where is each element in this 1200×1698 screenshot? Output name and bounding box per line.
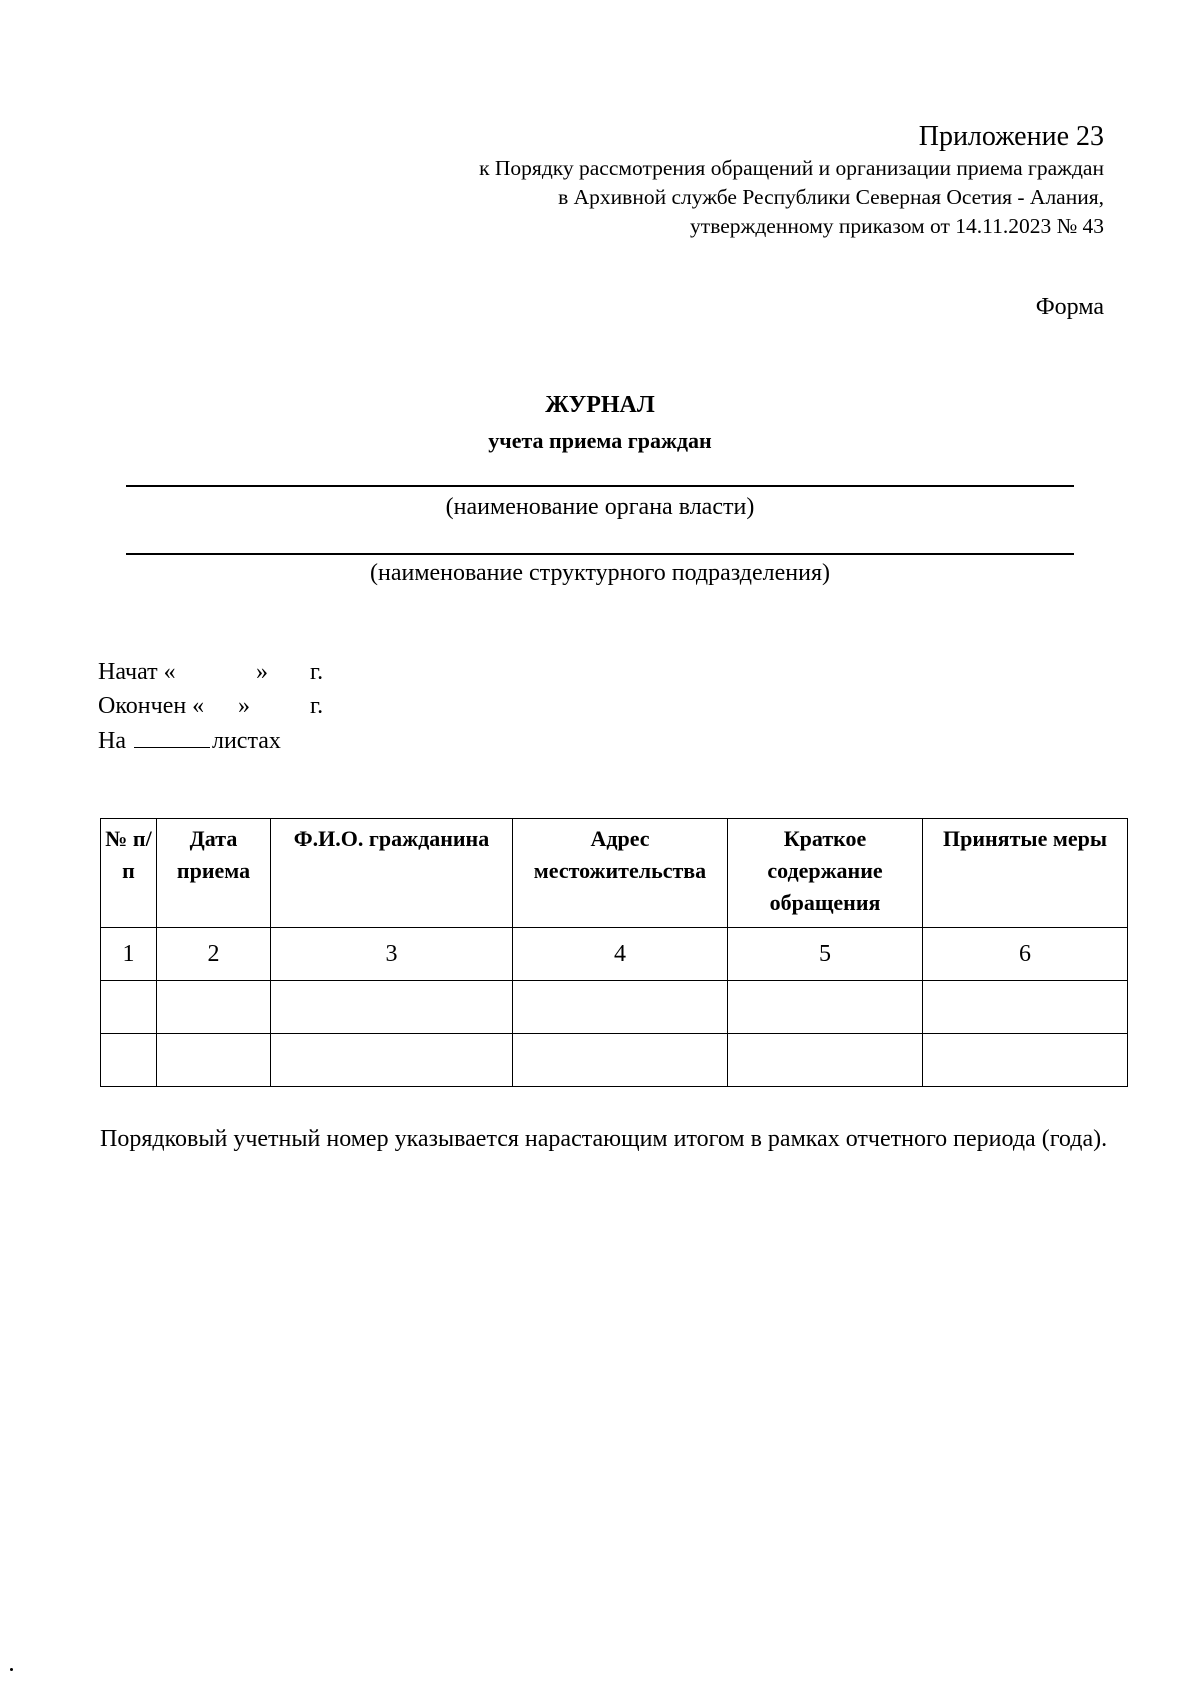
sheets-suffix: листах xyxy=(211,728,281,754)
division-name-line[interactable] xyxy=(126,553,1074,555)
empty-cell[interactable] xyxy=(513,1034,728,1087)
header-number: № п/п xyxy=(101,819,157,928)
ended-close-quote: » xyxy=(238,693,250,719)
column-number: 5 xyxy=(728,928,923,981)
column-number: 4 xyxy=(513,928,728,981)
sheets-prefix: На xyxy=(98,728,126,754)
started-close-quote: » xyxy=(256,659,268,685)
journal-subtitle: учета приема граждан xyxy=(488,428,712,453)
empty-cell[interactable] xyxy=(157,981,271,1034)
footnote: Порядковый учетный номер указывается нарастающим итогом в рамках отчетного периода (года). xyxy=(100,1126,1108,1152)
scan-speck xyxy=(10,1668,13,1671)
column-number: 6 xyxy=(923,928,1128,981)
column-number: 1 xyxy=(101,928,157,981)
empty-cell[interactable] xyxy=(923,1034,1128,1087)
empty-cell[interactable] xyxy=(101,1034,157,1087)
header-summary: Краткое содержание обращения xyxy=(728,819,923,928)
appendix-line-3: утвержденному приказом от 14.11.2023 № 43 xyxy=(690,214,1104,238)
authority-caption: (наименование органа власти) xyxy=(445,494,755,520)
authority-name-line[interactable] xyxy=(126,485,1074,487)
table-row xyxy=(101,981,1128,1034)
ended-year-suffix: г. xyxy=(310,693,324,719)
empty-cell[interactable] xyxy=(728,981,923,1034)
empty-cell[interactable] xyxy=(157,1034,271,1087)
appendix-line-2: в Архивной службе Республики Северная Осетия - Алания, xyxy=(558,185,1104,209)
appendix-line-1: к Порядку рассмотрения обращений и организации приема граждан xyxy=(479,156,1104,180)
empty-cell[interactable] xyxy=(101,981,157,1034)
header-date: Дата приема xyxy=(157,819,271,928)
sheets-count-blank[interactable] xyxy=(134,723,210,748)
empty-cell[interactable] xyxy=(923,981,1128,1034)
division-caption: (наименование структурного подразделения) xyxy=(369,560,831,586)
empty-cell[interactable] xyxy=(513,981,728,1034)
column-number-row xyxy=(101,928,1128,981)
appendix-block xyxy=(479,120,1104,241)
empty-cell[interactable] xyxy=(271,1034,513,1087)
form-label: Форма xyxy=(1035,294,1104,320)
table-row xyxy=(101,1034,1128,1087)
header-full-name: Ф.И.О. гражданина xyxy=(271,819,513,928)
appendix-title: Приложение 23 xyxy=(918,121,1104,152)
started-year-suffix: г. xyxy=(310,659,324,685)
ended-label: Окончен « xyxy=(98,693,205,719)
journal-title: ЖУРНАЛ xyxy=(545,392,655,418)
column-number: 2 xyxy=(157,928,271,981)
started-label: Начат « xyxy=(98,659,176,685)
column-number: 3 xyxy=(271,928,513,981)
header-address: Адрес местожительства xyxy=(513,819,728,928)
header-measures: Принятые меры xyxy=(923,819,1128,928)
empty-cell[interactable] xyxy=(728,1034,923,1087)
header-row xyxy=(101,819,1128,928)
journal-table xyxy=(100,818,1128,1087)
empty-cell[interactable] xyxy=(271,981,513,1034)
